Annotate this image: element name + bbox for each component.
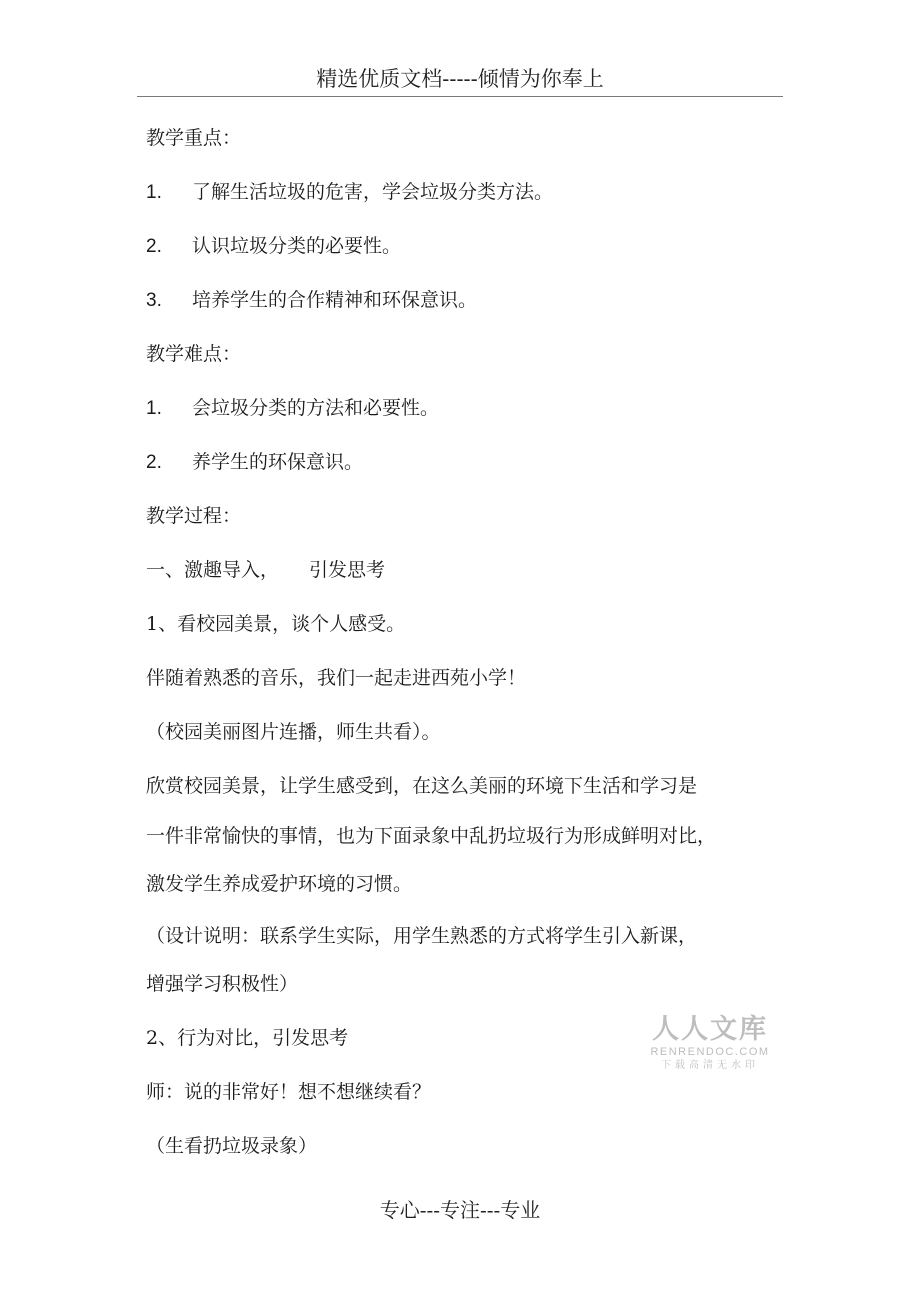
watermark-title: 人人文库 <box>652 1014 768 1045</box>
item-number: 2. <box>146 452 162 473</box>
design-note: （设计说明：联系学生实际，用学生熟悉的方式将学生引入新课， <box>146 925 698 947</box>
difficulty-item <box>146 449 363 476</box>
item-number: 1. <box>146 182 162 203</box>
paragraph: （校园美丽图片连播，师生共看）。 <box>146 721 441 743</box>
paragraph: 激发学生养成爱护环境的习惯。 <box>146 873 413 895</box>
step-1: 1、看校园美景，谈个人感受。 <box>146 613 406 635</box>
paragraph: 师：说的非常好！想不想继续看？ <box>146 1081 432 1103</box>
item-number: 2. <box>146 236 162 257</box>
key-point-item <box>146 179 553 206</box>
watermark-tagline: 下载高清无水印 <box>661 1060 759 1071</box>
paragraph: 伴随着熟悉的音乐，我们一起走进西苑小学！ <box>146 667 527 689</box>
watermark-logo <box>647 1014 773 1073</box>
section-1-title <box>146 557 385 583</box>
difficulty-item <box>146 395 439 422</box>
paragraph: 一件非常愉快的事情，也为下面录象中乱扔垃圾行为形成鲜明对比， <box>146 825 717 847</box>
watermark-domain: RENRENDOC.COM <box>650 1046 770 1058</box>
design-note: 增强学习积极性） <box>146 973 299 995</box>
item-number: 1. <box>146 398 162 419</box>
item-text: 会垃圾分类的方法和必要性。 <box>192 397 440 419</box>
section-1-title-part-b: 引发思考 <box>309 559 386 581</box>
key-point-item <box>146 233 401 260</box>
paragraph: （生看扔垃圾录象） <box>146 1135 318 1157</box>
item-text: 了解生活垃圾的危害，学会垃圾分类方法。 <box>192 181 554 203</box>
item-text: 养学生的环保意识。 <box>192 451 364 473</box>
page-header: 精选优质文档-----倾情为你奉上 <box>137 62 783 97</box>
item-text: 培养学生的合作精神和环保意识。 <box>192 289 478 311</box>
process-heading: 教学过程： <box>146 505 242 527</box>
item-number: 3. <box>146 290 162 311</box>
key-point-item <box>146 287 477 314</box>
item-text: 认识垃圾分类的必要性。 <box>192 235 402 257</box>
step-2: 2、行为对比，引发思考 <box>146 1027 349 1049</box>
paragraph: 欣赏校园美景，让学生感受到，在这么美丽的环境下生活和学习是 <box>146 775 698 797</box>
page-footer: 专心---专注---专业 <box>379 1198 541 1222</box>
difficulties-heading: 教学难点： <box>146 343 242 365</box>
section-1-title-part-a: 一、激趣导入， <box>146 559 280 581</box>
key-points-heading: 教学重点： <box>146 127 242 149</box>
